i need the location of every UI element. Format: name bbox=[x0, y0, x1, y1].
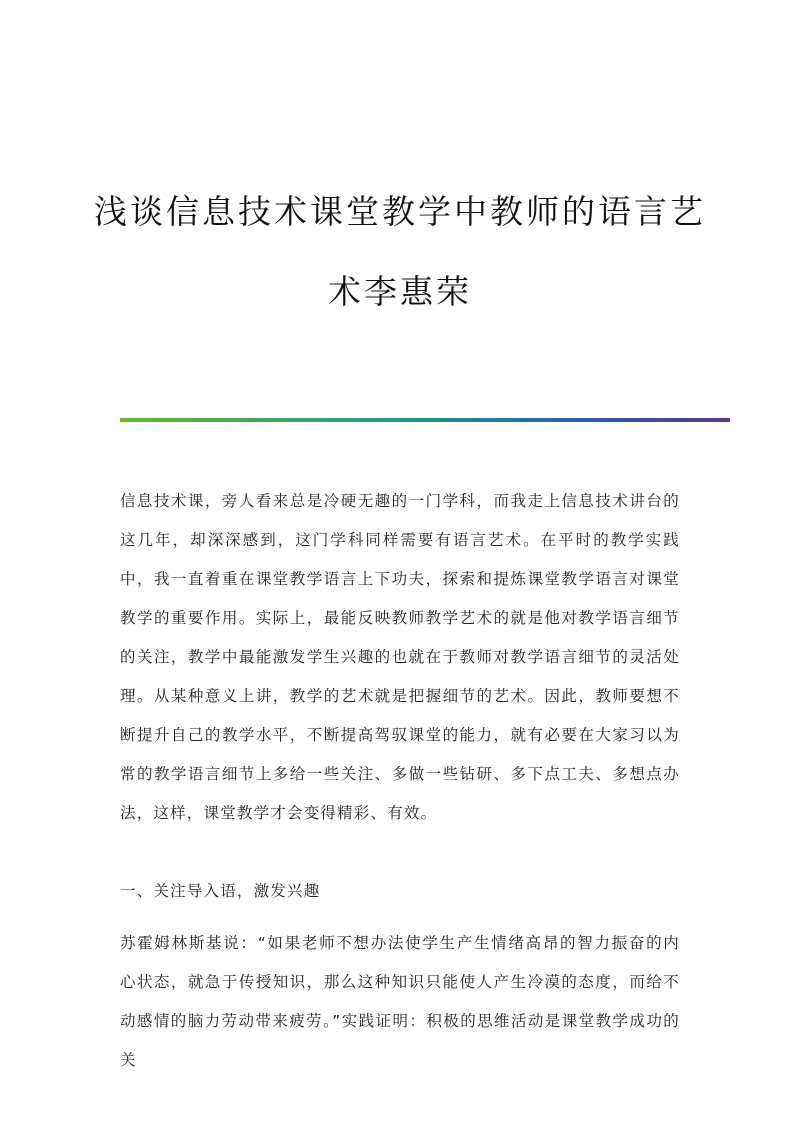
document-title-line-1: 浅谈信息技术课堂教学中教师的语言艺 bbox=[94, 192, 706, 231]
body-paragraph-2 bbox=[120, 924, 680, 1080]
paragraph-text: 信息技术课，旁人看来总是冷硬无趣的一门学科，而我走上信息技术讲台的这几年，却深深感到，这门学科同样需要有语言艺术。在平时的教学实践中，我一直着重在课堂教学语言上下功夫，探索和提炼课堂教学语言对课堂教学的重要作用。实际上，最能反映教师教学艺术的就是他对教学语言细节的关注，教学中最能激发学生兴趣的也就在于教师对教学语言细节的灵活处理。从某种意义上讲，教学的艺术就是把握细节的艺术。因此，教师要想不断提升自己的教学水平，不断提高驾驭课堂的能力，就有必要在大家习以为常的教学语言细节上多给一些关注、多做一些钻研、多下点工夫、多想点办法，这样，课堂教学才会变得精彩、有效。 bbox=[120, 492, 680, 822]
body-paragraph-1 bbox=[120, 482, 680, 833]
title-divider bbox=[120, 418, 730, 422]
section-heading-text: 一、关注导入语，激发兴趣 bbox=[120, 882, 321, 900]
paragraph-text: 苏霍姆林斯基说：“如果老师不想办法使学生产生情绪高昂的智力振奋的内心状态，就急于传授知识，那么这种知识只能使人产生冷漠的态度，而给不动感情的脑力劳动带来疲劳。”实践证明：积极的思维活动是课堂教学成功的关 bbox=[120, 934, 680, 1069]
section-heading bbox=[120, 872, 680, 911]
document-title-line-2: 术李惠荣 bbox=[328, 272, 472, 311]
